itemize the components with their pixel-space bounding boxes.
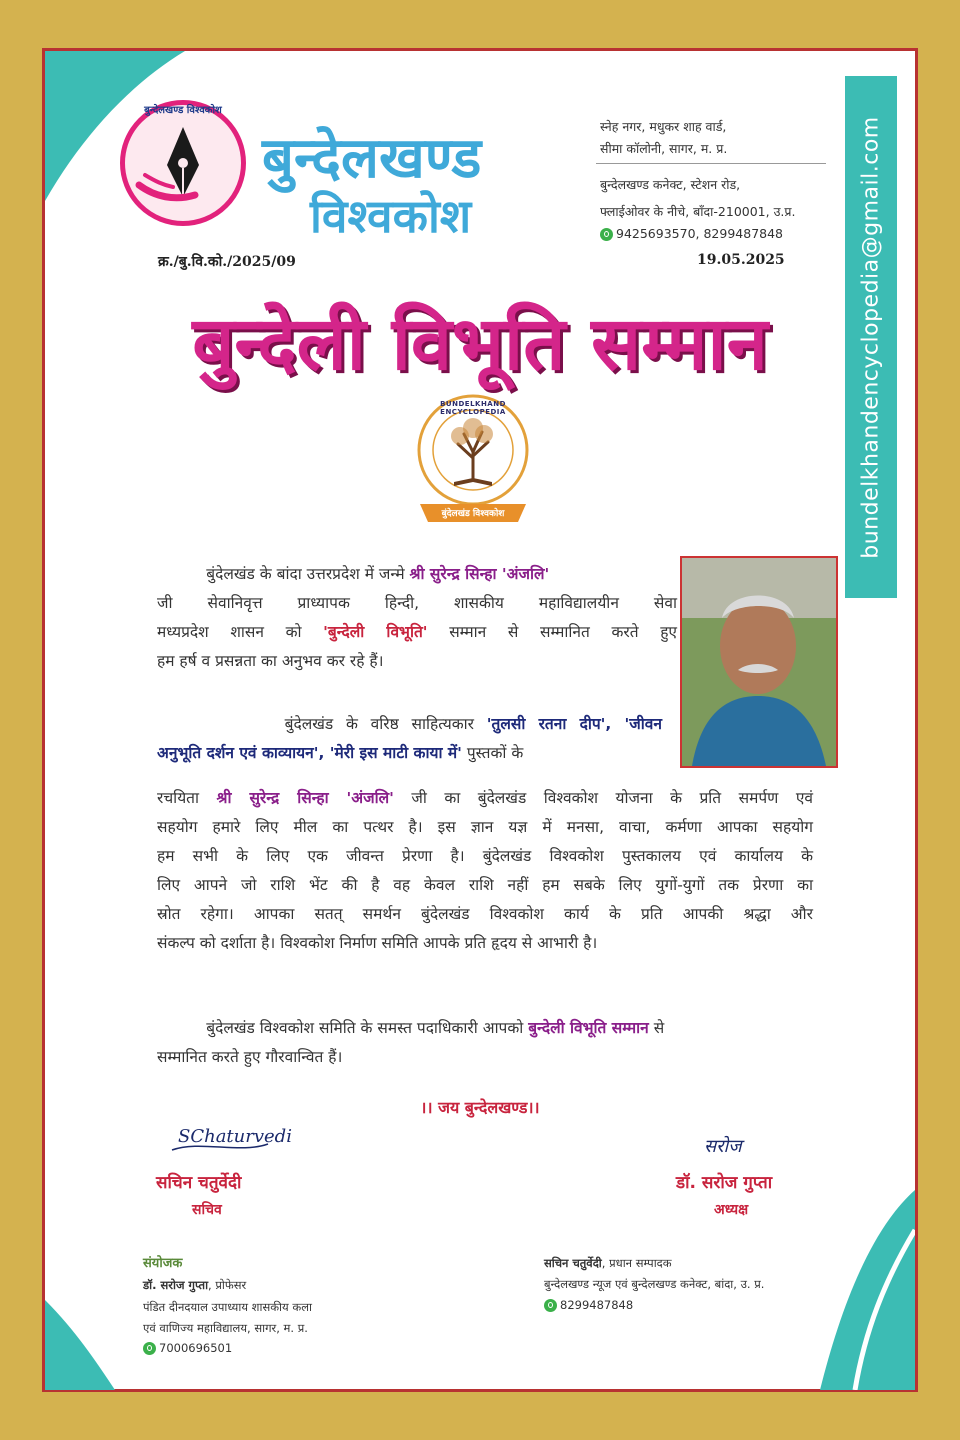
editor-line-2: बुन्देलखण्ड न्यूज एवं बुन्देलखण्ड कनेक्ट, बांदा, उ. प्र. — [544, 1277, 765, 1291]
left-signature: SChaturvedi — [178, 1126, 292, 1147]
logo-ring-text: बुन्देलखण्ड विश्वकोश — [144, 105, 222, 116]
brand-title: बुन्देलखण्ड — [262, 126, 482, 191]
coordinator-name: डॉ. सरोज गुप्ता — [143, 1278, 209, 1292]
coordinator-line-3: एवं वाणिज्य महाविद्यालय, सागर, म. प्र. — [143, 1321, 308, 1335]
coordinator-line-1 — [143, 1278, 246, 1293]
honoree-photo — [680, 556, 838, 768]
p2-text-1: बुंदेलखंड के वरिष्ठ साहित्यकार — [284, 715, 487, 733]
paragraph-2-body — [157, 784, 813, 958]
p2-line-6: लिए आपने जो राशि भेंट की है वह केवल राशि नहीं हम सबके लिए युगों-युगों तक प्रेरणा का — [157, 876, 813, 894]
header-phone-row — [600, 226, 783, 241]
paragraph-2-head — [157, 710, 662, 768]
address-divider — [596, 163, 826, 164]
p2-line-5: हम सभी के लिए एक जीवन्त प्रेरणा है। बुंदेलखंड विश्वकोश पुस्तकालय एवं कार्यालय के — [157, 847, 813, 865]
emblem-ribbon-text: बुंदेलखंड विश्वकोश — [441, 509, 505, 519]
right-signature: सरोज — [704, 1136, 742, 1157]
paragraph-3 — [157, 1014, 813, 1072]
right-signatory-name: डॉ. सरोज गुप्ता — [676, 1173, 773, 1193]
p1-text-1: बुंदेलखंड के बांदा उत्तरप्रदेश में जन्मे — [206, 565, 410, 583]
address-2-line-1: बुन्देलखण्ड कनेक्ट, स्टेशन रोड, — [600, 177, 741, 192]
whatsapp-icon — [600, 228, 613, 241]
pen-nib-icon — [125, 105, 241, 221]
editor-line-1 — [544, 1256, 672, 1271]
award-name-inline-2: बुन्देली विभूति सम्मान — [528, 1019, 649, 1037]
p2-line-4: सहयोग हमारे लिए मील का पत्थर है। इस ज्ञान यज्ञ में मनसा, वाचा, कर्मणा आपका सहयोग — [157, 818, 813, 836]
p1-line-1 — [157, 560, 677, 589]
award-name-inline: 'बुन्देली विभूति' — [323, 623, 428, 641]
corner-swoosh-bottom-right — [800, 1190, 915, 1390]
p2-line-2 — [157, 739, 662, 768]
honoree-name-2: श्री सुरेन्द्र सिन्हा 'अंजलि' — [216, 789, 394, 807]
coordinator-designation: , प्रोफेसर — [208, 1278, 247, 1292]
p3-line-2: सम्मानित करते हुए गौरवान्वित हैं। — [157, 1048, 343, 1066]
coordinator-line-2: पंडित दीनदयाल उपाध्याय शासकीय कला — [143, 1300, 312, 1314]
right-signatory-role: अध्यक्ष — [714, 1202, 749, 1218]
book-titles-2: अनुभूति दर्शन एवं काव्यायन', 'मेरी इस माटी काया में' — [157, 744, 462, 762]
header-phones: 9425693570, 8299487848 — [616, 226, 784, 241]
p2-text-3: रचयिता — [157, 789, 217, 807]
address-1-line-2: सीमा कॉलोनी, सागर, म. प्र. — [600, 141, 728, 156]
left-signatory-role: सचिव — [192, 1202, 222, 1218]
book-titles-1: 'तुलसी रतना दीप', 'जीवन — [486, 715, 662, 733]
issue-date: 19.05.2025 — [697, 252, 785, 268]
p2-line-1 — [157, 710, 662, 739]
p1-text-3: मध्यप्रदेश शासन को — [157, 623, 324, 641]
editor-designation: , प्रधान सम्पादक — [601, 1256, 672, 1270]
p2-line-8: संकल्प को दर्शाता है। विश्वकोश निर्माण समिति आपके प्रति हृदय से आभारी है। — [157, 934, 598, 952]
p1-text-4: सम्मान से सम्मानित करते हुए — [427, 623, 677, 641]
left-signatory-name: सचिन चतुर्वेदी — [156, 1173, 242, 1193]
logo — [120, 100, 246, 226]
p2-text-2: पुस्तकों के — [461, 744, 524, 762]
coordinator-phone-row — [143, 1341, 232, 1355]
closing-slogan: ।। जय बुन्देलखण्ड।। — [420, 1098, 540, 1117]
paragraph-1 — [157, 560, 677, 676]
p1-line-4: हम हर्ष व प्रसन्नता का अनुभव कर रहे हैं। — [157, 652, 384, 670]
p3-line-1 — [157, 1014, 813, 1043]
coordinator-phone: 7000696501 — [159, 1341, 233, 1355]
p3-text-2: से — [648, 1019, 665, 1037]
emblem-ring-text: BUNDELKHAND ENCYCLOPEDIA — [440, 400, 506, 416]
whatsapp-icon — [143, 1342, 156, 1355]
reference-number: क्र./बु.वि.को./2025/09 — [158, 254, 296, 270]
left-signature-stroke — [170, 1136, 270, 1156]
honoree-name: श्री सुरेन्द्र सिन्हा 'अंजलि' — [409, 565, 550, 583]
award-title: बुन्देली विभूति सम्मान — [192, 301, 768, 387]
p3-text-1: बुंदेलखंड विश्वकोश समिति के समस्त पदाधिकारी आपको — [206, 1019, 529, 1037]
editor-name: सचिन चतुर्वेदी — [544, 1256, 602, 1270]
address-2-line-2: फ्लाईओवर के नीचे, बाँदा-210001, उ.प्र. — [600, 204, 796, 219]
p2-line-7: स्रोत रहेगा। आपका सतत् समर्थन बुंदेलखंड विश्वकोश कार्य के प्रति आपकी श्रद्धा और — [157, 905, 813, 923]
whatsapp-icon — [544, 1299, 557, 1312]
address-1-line-1: स्नेह नगर, मधुकर शाह वार्ड, — [600, 119, 727, 134]
coordinator-heading: संयोजक — [143, 1256, 183, 1271]
corner-swoosh-bottom-left — [45, 1300, 115, 1390]
brand-subtitle: विश्वकोश — [310, 189, 472, 243]
honoree-portrait — [682, 558, 836, 766]
sidebar-email: bundelkhandencyclopedia@gmail.com — [858, 115, 884, 559]
editor-phone: 8299487848 — [560, 1298, 634, 1312]
p2-text-4: जी का बुंदेलखंड विश्वकोश योजना के प्रति समर्पण एवं — [393, 789, 814, 807]
p1-line-2: जी सेवानिवृत्त प्राध्यापक हिन्दी, शासकीय महाविद्यालयीन सेवा — [157, 594, 677, 612]
p1-line-3 — [157, 618, 677, 647]
p2-line-3 — [157, 784, 813, 813]
editor-phone-row — [544, 1298, 633, 1312]
